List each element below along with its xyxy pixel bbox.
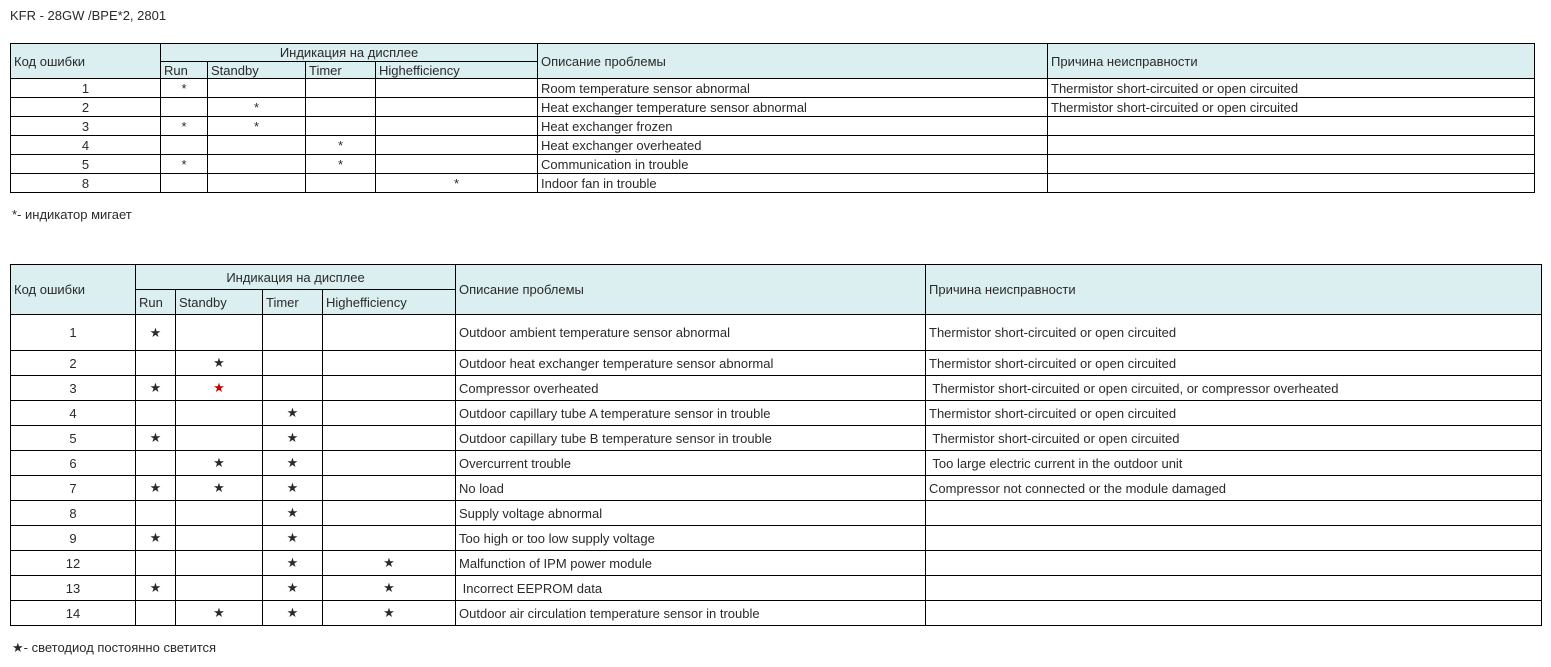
error-code-cell: 9: [11, 526, 136, 551]
table-row: [11, 526, 1542, 551]
standby-indicator-cell: [176, 501, 263, 526]
t1-header-run: Run: [161, 62, 208, 79]
error-code-cell: 7: [11, 476, 136, 501]
description-cell: Supply voltage abnormal: [456, 501, 926, 526]
standby-indicator-cell-red: ★: [176, 376, 263, 401]
table-row: [11, 501, 1542, 526]
description-cell: Outdoor air circulation temperature sensor in trouble: [456, 601, 926, 626]
timer-indicator-cell: ★: [263, 601, 323, 626]
run-indicator-cell: [136, 401, 176, 426]
table-row: [11, 576, 1542, 601]
standby-indicator-cell: ★: [176, 601, 263, 626]
table-row: [11, 174, 1535, 193]
cause-cell: Thermistor short-circuited or open circuited: [1048, 98, 1535, 117]
run-indicator-cell: ★: [136, 315, 176, 351]
t2-header-cause: Причина неисправности: [926, 265, 1542, 315]
table-row: [11, 601, 1542, 626]
timer-indicator-cell: [263, 315, 323, 351]
standby-indicator-cell: ★: [176, 476, 263, 501]
table-row: [11, 376, 1542, 401]
cause-cell: [926, 551, 1542, 576]
standby-indicator-cell: [208, 136, 306, 155]
run-indicator-cell: [136, 501, 176, 526]
standby-indicator-cell: [176, 551, 263, 576]
cause-cell: Thermistor short-circuited or open circuited: [926, 401, 1542, 426]
t2-header-standby: Standby: [176, 290, 263, 315]
cause-cell: [1048, 174, 1535, 193]
description-cell: Outdoor capillary tube A temperature sensor in trouble: [456, 401, 926, 426]
timer-indicator-cell: [306, 117, 376, 136]
run-indicator-cell: [161, 98, 208, 117]
standby-indicator-cell: [176, 401, 263, 426]
t2-header-description: Описание проблемы: [456, 265, 926, 315]
higheff-indicator-cell: [323, 476, 456, 501]
t1-header-standby: Standby: [208, 62, 306, 79]
t2-header-indication: Индикация на дисплее: [136, 265, 456, 290]
table-row: [11, 315, 1542, 351]
run-indicator-cell: [136, 551, 176, 576]
description-cell: Too high or too low supply voltage: [456, 526, 926, 551]
error-code-cell: 1: [11, 315, 136, 351]
solid-led-footnote: ★- светодиод постоянно светится: [12, 640, 217, 655]
table-row: [11, 79, 1535, 98]
description-cell: Heat exchanger frozen: [538, 117, 1048, 136]
cause-cell: [1048, 155, 1535, 174]
run-indicator-cell: [136, 351, 176, 376]
description-cell: Compressor overheated: [456, 376, 926, 401]
timer-indicator-cell: ★: [263, 401, 323, 426]
standby-indicator-cell: *: [208, 98, 306, 117]
table-row: [11, 401, 1542, 426]
standby-indicator-cell: [176, 315, 263, 351]
t1-header-error-code: Код ошибки: [11, 44, 161, 79]
error-code-cell: 2: [11, 351, 136, 376]
table-row: [11, 476, 1542, 501]
run-indicator-cell: ★: [136, 376, 176, 401]
error-code-cell: 4: [11, 401, 136, 426]
description-cell: Room temperature sensor abnormal: [538, 79, 1048, 98]
standby-indicator-cell: ★: [176, 351, 263, 376]
timer-indicator-cell: ★: [263, 501, 323, 526]
timer-indicator-cell: ★: [263, 576, 323, 601]
cause-cell: [1048, 136, 1535, 155]
description-cell: No load: [456, 476, 926, 501]
higheff-indicator-cell: [323, 426, 456, 451]
standby-indicator-cell: [176, 526, 263, 551]
higheff-indicator-cell: [376, 155, 538, 174]
higheff-indicator-cell: ★: [323, 551, 456, 576]
t1-header-highefficiency: Highefficiency: [376, 62, 538, 79]
table-row: [11, 351, 1542, 376]
description-cell: Heat exchanger temperature sensor abnormal: [538, 98, 1048, 117]
table-row: [11, 155, 1535, 174]
higheff-indicator-cell: [323, 451, 456, 476]
run-indicator-cell: [161, 136, 208, 155]
cause-cell: Thermistor short-circuited or open circuited: [926, 351, 1542, 376]
table-row: [11, 136, 1535, 155]
error-code-cell: 14: [11, 601, 136, 626]
timer-indicator-cell: [263, 351, 323, 376]
cause-cell: Thermistor short-circuited or open circuited: [1048, 79, 1535, 98]
higheff-indicator-cell: *: [376, 174, 538, 193]
higheff-indicator-cell: [376, 98, 538, 117]
error-code-cell: 8: [11, 501, 136, 526]
run-indicator-cell: ★: [136, 576, 176, 601]
run-indicator-cell: ★: [136, 476, 176, 501]
timer-indicator-cell: [306, 98, 376, 117]
error-code-cell: 3: [11, 117, 161, 136]
table-row: [11, 117, 1535, 136]
higheff-indicator-cell: [323, 401, 456, 426]
timer-indicator-cell: [306, 174, 376, 193]
standby-indicator-cell: *: [208, 117, 306, 136]
cause-cell: Compressor not connected or the module damaged: [926, 476, 1542, 501]
standby-indicator-cell: [208, 79, 306, 98]
table-row: [11, 98, 1535, 117]
error-code-cell: 8: [11, 174, 161, 193]
higheff-indicator-cell: ★: [323, 576, 456, 601]
run-indicator-cell: *: [161, 79, 208, 98]
description-cell: Overcurrent trouble: [456, 451, 926, 476]
t2-header-error-code: Код ошибки: [11, 265, 136, 315]
timer-indicator-cell: *: [306, 136, 376, 155]
standby-indicator-cell: [208, 155, 306, 174]
error-code-cell: 13: [11, 576, 136, 601]
higheff-indicator-cell: [323, 315, 456, 351]
description-cell: Outdoor capillary tube B temperature sensor in trouble: [456, 426, 926, 451]
description-cell: Outdoor heat exchanger temperature sensor abnormal: [456, 351, 926, 376]
standby-indicator-cell: ★: [176, 451, 263, 476]
error-code-cell: 3: [11, 376, 136, 401]
cause-cell: [926, 576, 1542, 601]
higheff-indicator-cell: [376, 79, 538, 98]
standby-indicator-cell: [176, 426, 263, 451]
higheff-indicator-cell: [376, 136, 538, 155]
table-row: [11, 551, 1542, 576]
timer-indicator-cell: ★: [263, 551, 323, 576]
cause-cell: Thermistor short-circuited or open circuited: [926, 426, 1542, 451]
higheff-indicator-cell: [323, 526, 456, 551]
cause-cell: Too large electric current in the outdoor unit: [926, 451, 1542, 476]
t2-header-highefficiency: Highefficiency: [323, 290, 456, 315]
description-cell: Outdoor ambient temperature sensor abnormal: [456, 315, 926, 351]
t1-header-timer: Timer: [306, 62, 376, 79]
timer-indicator-cell: *: [306, 155, 376, 174]
error-code-cell: 5: [11, 155, 161, 174]
t1-header-indication: Индикация на дисплее: [161, 44, 538, 62]
description-cell: Incorrect EEPROM data: [456, 576, 926, 601]
cause-cell: [926, 501, 1542, 526]
run-indicator-cell: *: [161, 155, 208, 174]
timer-indicator-cell: [263, 376, 323, 401]
outdoor-error-code-table: [10, 264, 1542, 626]
run-indicator-cell: ★: [136, 426, 176, 451]
run-indicator-cell: ★: [136, 526, 176, 551]
error-code-cell: 1: [11, 79, 161, 98]
indoor-error-code-table: [10, 43, 1535, 193]
run-indicator-cell: [136, 601, 176, 626]
error-code-cell: 5: [11, 426, 136, 451]
standby-indicator-cell: [176, 576, 263, 601]
timer-indicator-cell: ★: [263, 476, 323, 501]
higheff-indicator-cell: [323, 501, 456, 526]
table-row: [11, 451, 1542, 476]
t1-header-description: Описание проблемы: [538, 44, 1048, 79]
timer-indicator-cell: ★: [263, 426, 323, 451]
description-cell: Heat exchanger overheated: [538, 136, 1048, 155]
standby-indicator-cell: [208, 174, 306, 193]
t2-header-timer: Timer: [263, 290, 323, 315]
t1-header-cause: Причина неисправности: [1048, 44, 1535, 79]
timer-indicator-cell: ★: [263, 526, 323, 551]
timer-indicator-cell: [306, 79, 376, 98]
timer-indicator-cell: ★: [263, 451, 323, 476]
run-indicator-cell: [136, 451, 176, 476]
error-code-cell: 2: [11, 98, 161, 117]
cause-cell: [926, 526, 1542, 551]
table-row: [11, 426, 1542, 451]
higheff-indicator-cell: [323, 351, 456, 376]
cause-cell: [926, 601, 1542, 626]
description-cell: Indoor fan in trouble: [538, 174, 1048, 193]
cause-cell: [1048, 117, 1535, 136]
error-code-cell: 4: [11, 136, 161, 155]
description-cell: Malfunction of IPM power module: [456, 551, 926, 576]
description-cell: Communication in trouble: [538, 155, 1048, 174]
higheff-indicator-cell: [376, 117, 538, 136]
error-code-cell: 6: [11, 451, 136, 476]
error-code-cell: 12: [11, 551, 136, 576]
cause-cell: Thermistor short-circuited or open circuited: [926, 315, 1542, 351]
blinking-indicator-footnote: *- индикатор мигает: [12, 207, 132, 222]
run-indicator-cell: [161, 174, 208, 193]
t2-header-run: Run: [136, 290, 176, 315]
higheff-indicator-cell: [323, 376, 456, 401]
higheff-indicator-cell: ★: [323, 601, 456, 626]
page-title: KFR - 28GW /BPE*2, 2801: [10, 8, 167, 23]
run-indicator-cell: *: [161, 117, 208, 136]
cause-cell: Thermistor short-circuited or open circuited, or compressor overheated: [926, 376, 1542, 401]
